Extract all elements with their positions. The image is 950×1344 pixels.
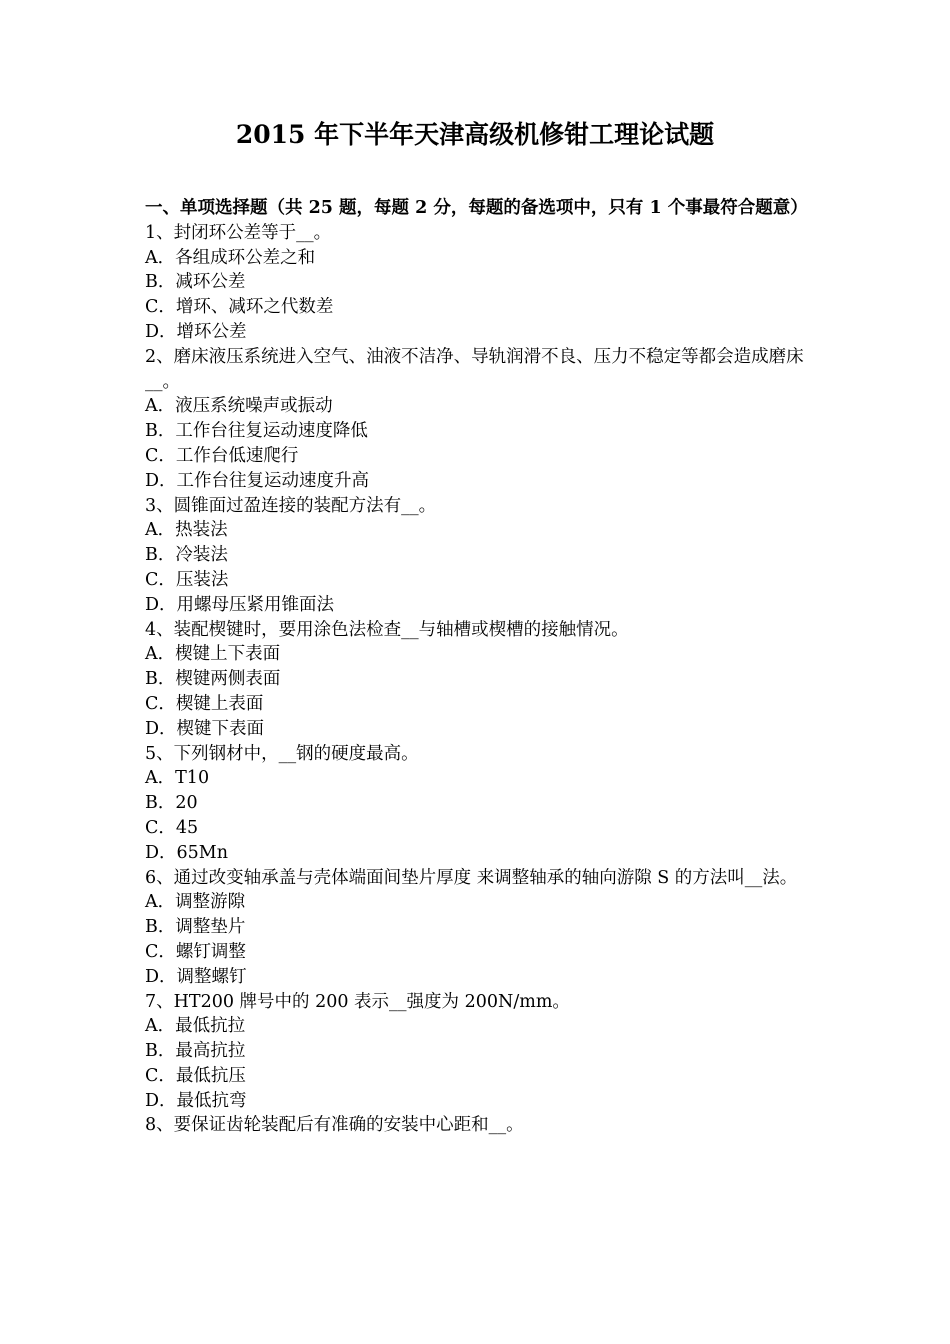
question-stem: 8、要保证齿轮装配后有准确的安装中心距和__。 bbox=[145, 1115, 524, 1136]
option-c: C．压装法 bbox=[145, 569, 229, 590]
option-d: D．用螺母压紧用锥面法 bbox=[145, 594, 335, 615]
option-a: A．调整游隙 bbox=[145, 892, 246, 913]
question-stem: 2、磨床液压系统进入空气、油液不洁净、导轨润滑不良、压力不稳定等都会造成磨床__。 bbox=[145, 346, 804, 392]
option-a: A．各组成环公差之和 bbox=[145, 247, 316, 268]
option-d: D．增环公差 bbox=[145, 321, 247, 342]
option-b: B．工作台往复运动速度降低 bbox=[145, 421, 368, 442]
question-stem: 4、装配楔键时，要用涂色法检查__与轴槽或楔槽的接触情况。 bbox=[145, 619, 629, 640]
option-a: A．T10 bbox=[145, 768, 210, 789]
question-stem: 3、圆锥面过盈连接的装配方法有__。 bbox=[145, 495, 437, 516]
option-d: D．楔键下表面 bbox=[145, 718, 265, 739]
question-stem: 1、封闭环公差等于__。 bbox=[145, 222, 332, 243]
option-d: D．最低抗弯 bbox=[145, 1090, 247, 1111]
option-b: B．20 bbox=[145, 793, 198, 814]
option-b: B．减环公差 bbox=[145, 272, 246, 293]
section-heading: 一、单项选择题（共 25 题，每题 2 分，每题的备选项中，只有 1 个事最符合题意） bbox=[145, 198, 808, 218]
option-d: D．65Mn bbox=[145, 842, 228, 863]
question-list bbox=[145, 196, 810, 1138]
option-b: B．最高抗拉 bbox=[145, 1041, 246, 1062]
option-c: C．增环、减环之代数差 bbox=[145, 297, 334, 318]
option-d: D．工作台往复运动速度升高 bbox=[145, 470, 370, 491]
option-a: A．液压系统噪声或振动 bbox=[145, 396, 333, 417]
option-a: A．最低抗拉 bbox=[145, 1016, 246, 1037]
option-b: B．楔键两侧表面 bbox=[145, 669, 281, 690]
option-c: C．工作台低速爬行 bbox=[145, 445, 299, 466]
option-a: A．楔键上下表面 bbox=[145, 644, 281, 665]
question-stem: 6、通过改变轴承盖与壳体端面间垫片厚度 来调整轴承的轴向游隙 S 的方法叫__法。 bbox=[145, 867, 798, 888]
option-a: A．热装法 bbox=[145, 520, 228, 541]
question-stem: 7、HT200 牌号中的 200 表示__强度为 200N/mm。 bbox=[145, 991, 570, 1012]
option-c: C．螺钉调整 bbox=[145, 941, 246, 962]
option-d: D．调整螺钉 bbox=[145, 966, 247, 987]
question-stem: 5、下列钢材中，__钢的硬度最高。 bbox=[145, 743, 419, 764]
option-c: C．楔键上表面 bbox=[145, 693, 264, 714]
option-b: B．调整垫片 bbox=[145, 917, 246, 938]
option-c: C．最低抗压 bbox=[145, 1065, 246, 1086]
page-title: 2015 年下半年天津高级机修钳工理论试题 bbox=[235, 120, 715, 149]
option-b: B．冷装法 bbox=[145, 545, 228, 566]
option-c: C．45 bbox=[145, 817, 199, 838]
